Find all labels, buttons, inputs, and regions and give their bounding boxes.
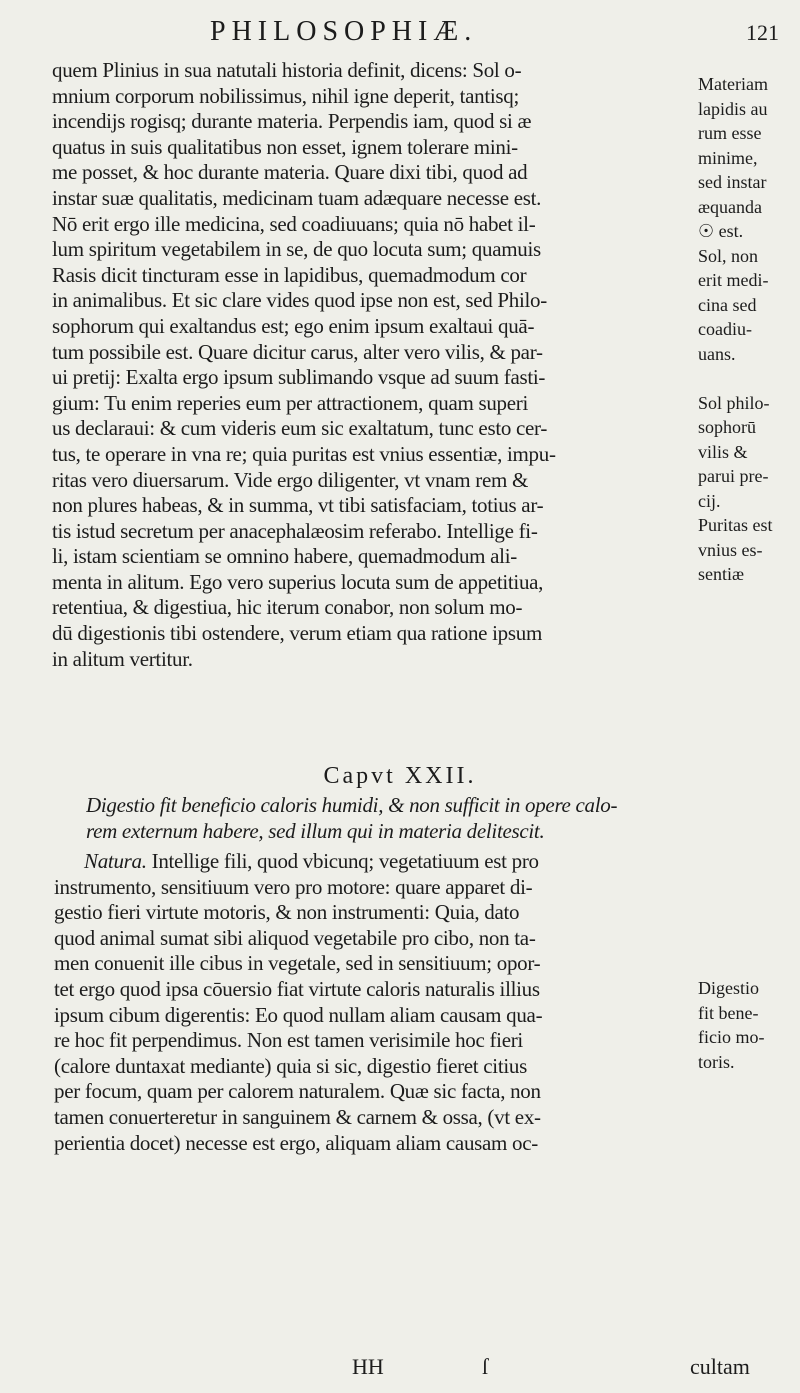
margin-note-line: fit bene- <box>698 1002 759 1023</box>
margin-note-line: cina sed <box>698 294 757 315</box>
text-line: perientia docet) necesse est ergo, aliquam aliam causam oc- <box>54 1130 538 1155</box>
text-line: retentiua, & digestiua, hic iterum conabor, non solum mo- <box>52 595 523 620</box>
running-head <box>0 16 800 56</box>
margin-note-line: Sol, non <box>698 245 759 266</box>
text-line: instrumento, sensitiuum vero pro motore: quare apparet di- <box>54 874 533 899</box>
text-line: gestio fieri virtute motoris, & non instrumenti: Quia, dato <box>54 900 520 925</box>
text-line: men conuenit ille cibus in vegetale, sed in sensitiuum; opor- <box>54 951 541 976</box>
margin-note-line: minime, <box>698 147 758 168</box>
speaker-label: Natura. <box>84 849 147 873</box>
margin-note-line: cij. <box>698 490 721 511</box>
page-number: 121 <box>746 20 779 45</box>
text-line: quod animal sumat sibi aliquod vegetabile pro cibo, non ta- <box>54 925 536 950</box>
signature-mark: HH <box>352 1354 384 1379</box>
text-line: Nō erit ergo ille medicina, sed coadiuuans; quia nō habet il- <box>52 211 536 236</box>
text-line: dū digestionis tibi ostendere, verum etiam qua ratione ipsum <box>52 621 542 646</box>
margin-note-line: toris. <box>698 1051 735 1072</box>
running-title: PHILOSOPHIÆ. <box>210 16 478 47</box>
catchline <box>0 1354 800 1384</box>
margin-note-line: sophorū <box>698 417 756 437</box>
text-line: mnium corporum nobilissimus, nihil igne deperit, tantisq; <box>52 83 520 108</box>
text-line: gium: Tu enim reperies eum per attractionem, quam superi <box>52 390 529 415</box>
text-line: tamen conuerteretur in sanguinem & carnem & ossa, (vt ex- <box>54 1104 541 1129</box>
margin-note-line: æquanda <box>698 196 762 217</box>
margin-note-line: erit medi- <box>698 270 769 290</box>
signature-ornament: ſ <box>482 1354 489 1379</box>
text-line: non plures habeas, & in summa, vt tibi satisfaciam, totius ar- <box>52 493 544 518</box>
text-line: Rasis dicit tincturam esse in lapidibus, quemadmodum cor <box>52 262 527 287</box>
margin-note-line: uans. <box>698 343 736 364</box>
margin-note-line: sentiæ <box>698 564 745 584</box>
text-line: ritas vero diuersarum. Vide ergo diligenter, vt vnam rem & <box>52 467 529 492</box>
margin-note-line: lapidis au <box>698 98 768 119</box>
margin-note-line: ☉ est. <box>698 221 744 241</box>
text-line: ipsum cibum digerentis: Eo quod nullam aliam causam qua- <box>54 1002 543 1027</box>
margin-note-line: vilis & <box>698 441 748 462</box>
margin-note-line: coadiu- <box>698 319 752 339</box>
text-line: re hoc fit perpendimus. Non est tamen verisimile hoc fieri <box>54 1028 523 1053</box>
text-line: menta in alitum. Ego vero superius locuta sum de appetitiua, <box>52 569 544 594</box>
text-line: us declaraui: & cum videris eum sic exaltatum, tunc esto cer- <box>52 416 548 441</box>
text-line: quatus in suis qualitatibus non esset, ignem tolerare mini- <box>52 134 518 159</box>
text-line <box>54 849 694 875</box>
text-line: in animalibus. Et sic clare vides quod ipse non est, sed Philo- <box>52 288 547 313</box>
text-line: in alitum vertitur. <box>52 646 193 671</box>
summary-line: rem externum habere, sed illum qui in materia delitescit. <box>86 818 545 843</box>
catchword: cultam <box>690 1354 750 1379</box>
text-line: ui pretij: Exalta ergo ipsum sublimando vsque ad suum fasti- <box>52 365 546 390</box>
chapter-heading: Capvt XXII. <box>323 763 477 789</box>
margin-note-line: ficio mo- <box>698 1027 765 1047</box>
text-line: incendijs rogisq; durante materia. Perpendis iam, quod si æ <box>52 109 532 134</box>
text-line: sophorum qui exaltandus est; ego enim ipsum exaltaui quā- <box>52 313 535 338</box>
margin-note-line <box>698 366 800 391</box>
text-line: me posset, & hoc durante materia. Quare dixi tibi, quod ad <box>52 160 528 185</box>
text-line: instar suæ qualitatis, medicinam tuam adæquare necesse est. <box>52 185 542 210</box>
text-line: tum possibile est. Quare dicitur carus, alter vero vilis, & par- <box>52 339 543 364</box>
text-line: tet ergo quod ipsa cōuersio fiat virtute caloris naturalis illius <box>54 976 540 1001</box>
text-span: Intellige fili, quod vbicunq; vegetatiuum est pro <box>146 849 539 873</box>
text-line: lum spiritum vegetabilem in se, de quo locuta sum; quamuis <box>52 237 541 262</box>
margin-note-line: rum esse <box>698 123 762 143</box>
main-text-upper <box>52 58 692 672</box>
text-line: quem Plinius in sua natutali historia definit, dicens: Sol o- <box>52 58 522 82</box>
margin-notes-upper <box>698 72 800 587</box>
text-line: tis istud secretum per anacephalæosim referabo. Intellige fi- <box>52 518 538 543</box>
margin-note-line: Materiam <box>698 74 768 94</box>
margin-note-line: vnius es- <box>698 539 763 560</box>
margin-note-line: Puritas est <box>698 515 773 535</box>
text-line: li, istam scientiam se omnino habere, quemadmodum ali- <box>52 544 517 569</box>
main-text-lower <box>54 849 694 1156</box>
chapter-summary <box>86 793 706 844</box>
margin-note-line: Digestio <box>698 978 759 998</box>
margin-note-line: parui pre- <box>698 466 769 486</box>
margin-notes-lower <box>698 976 800 1074</box>
margin-note-line: sed instar <box>698 172 767 192</box>
margin-note-line: Sol philo- <box>698 392 770 413</box>
text-line: per focum, quam per calorem naturalem. Quæ sic facta, non <box>54 1079 541 1104</box>
summary-line: Digestio fit beneficio caloris humidi, & non sufficit in opere calo- <box>86 793 618 817</box>
text-line: tus, te operare in vna re; quia puritas est vnius essentiæ, impu- <box>52 441 556 466</box>
text-line: (calore duntaxat mediante) quia si sic, digestio fieret citius <box>54 1053 527 1078</box>
